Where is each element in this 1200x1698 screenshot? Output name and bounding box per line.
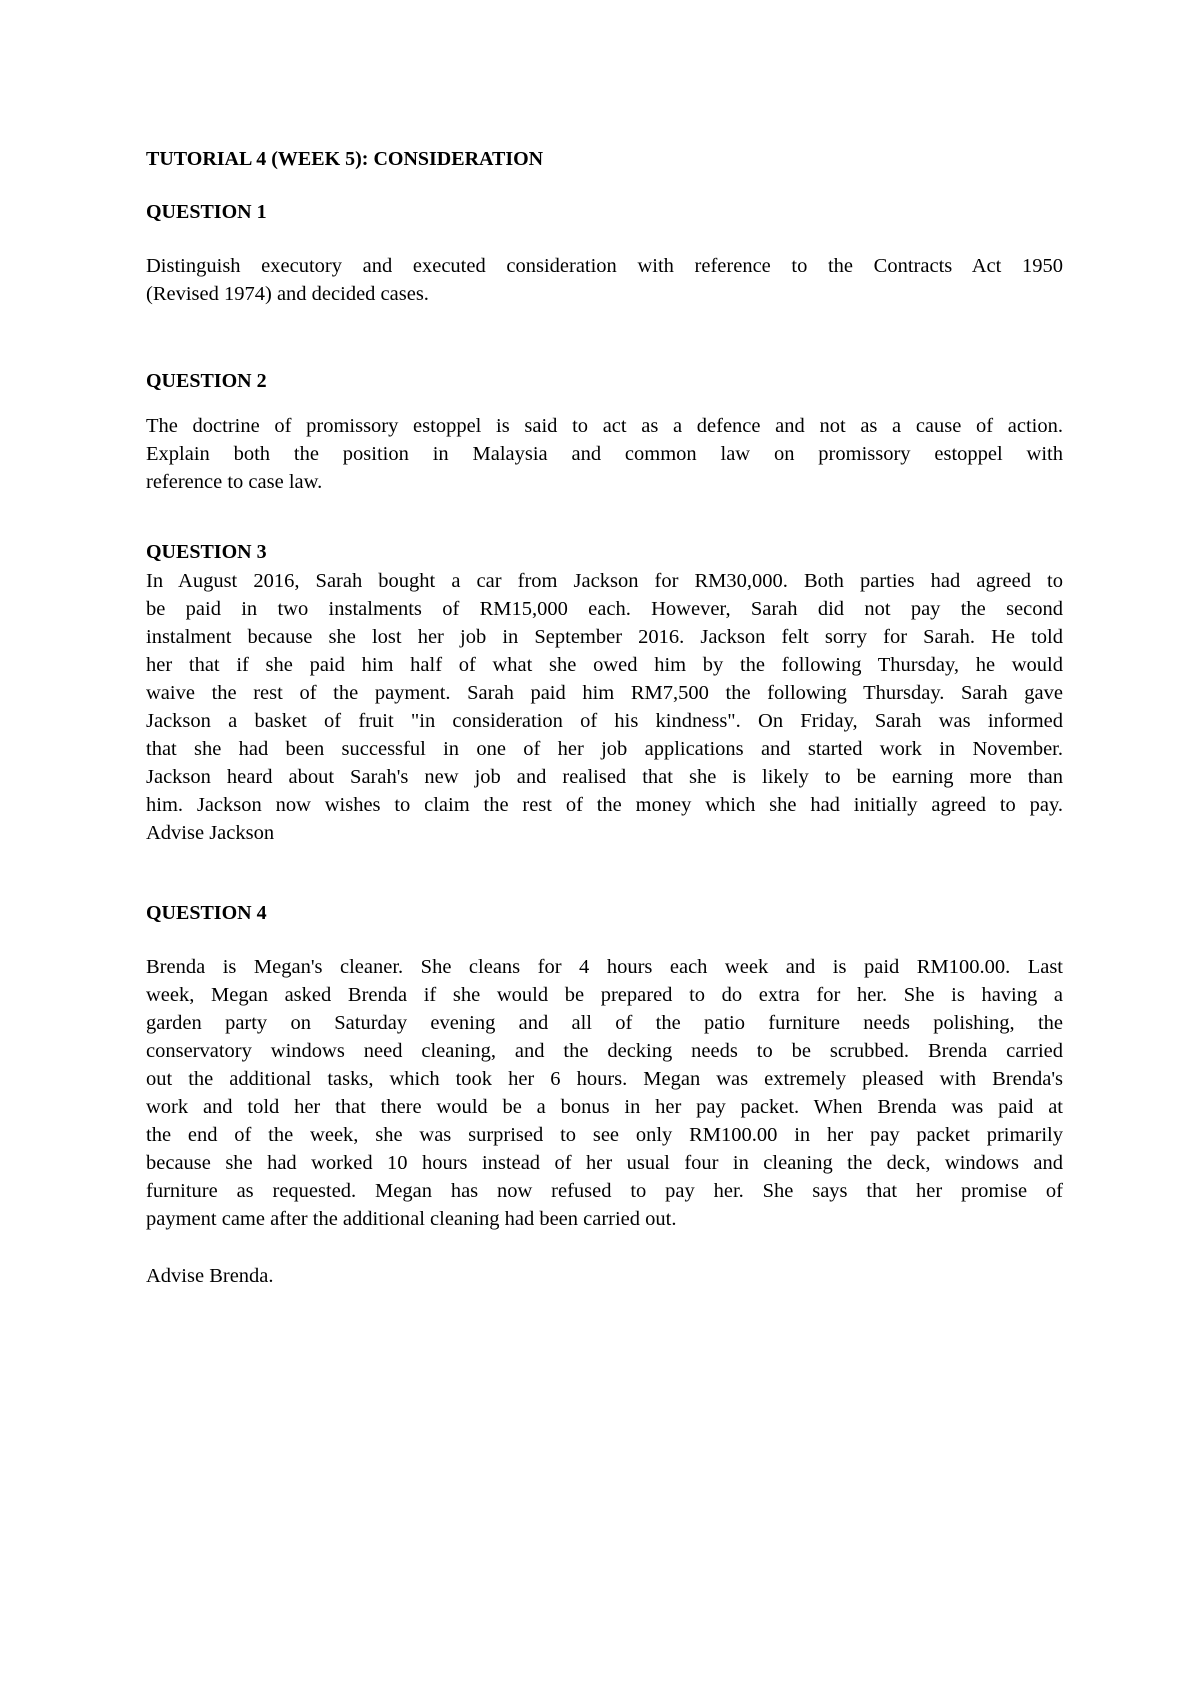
question-4-line: garden party on Saturday evening and all of the patio furniture needs polishing, the — [146, 1012, 1063, 1034]
question-1-heading: QUESTION 1 — [146, 201, 267, 223]
question-4-line: conservatory windows need cleaning, and the decking needs to be scrubbed. Brenda carried — [146, 1040, 1063, 1062]
question-3-text — [146, 567, 1063, 847]
question-4-line: work and told her that there would be a bonus in her pay packet. When Brenda was paid at — [146, 1096, 1063, 1118]
question-4-line: because she had worked 10 hours instead of her usual four in cleaning the deck, windows and — [146, 1152, 1063, 1174]
question-4-line: furniture as requested. Megan has now refused to pay her. She says that her promise of — [146, 1180, 1063, 1202]
question-3-line: be paid in two instalments of RM15,000 each. However, Sarah did not pay the second — [146, 598, 1063, 620]
question-4-heading: QUESTION 4 — [146, 902, 267, 924]
question-4-line: out the additional tasks, which took her 6 hours. Megan was extremely pleased with Brenda's — [146, 1068, 1063, 1090]
question-2-line: The doctrine of promissory estoppel is said to act as a defence and not as a cause of action. — [146, 415, 1063, 437]
question-4-line: the end of the week, she was surprised to see only RM100.00 in her pay packet primarily — [146, 1124, 1063, 1146]
question-4-text — [146, 953, 1063, 1233]
question-4-line: payment came after the additional cleaning had been carried out. — [146, 1208, 677, 1230]
question-3-line: him. Jackson now wishes to claim the rest of the money which she had initially agreed to pay. — [146, 794, 1063, 816]
question-4-closing: Advise Brenda. — [146, 1265, 274, 1287]
question-3-line: In August 2016, Sarah bought a car from Jackson for RM30,000. Both parties had agreed to — [146, 570, 1063, 592]
question-3-heading: QUESTION 3 — [146, 541, 267, 563]
question-2-heading: QUESTION 2 — [146, 370, 267, 392]
page-title: TUTORIAL 4 (WEEK 5): CONSIDERATION — [146, 148, 544, 170]
question-3-line: instalment because she lost her job in September 2016. Jackson felt sorry for Sarah. He told — [146, 626, 1063, 648]
question-1-line: (Revised 1974) and decided cases. — [146, 283, 429, 305]
question-3-line: Advise Jackson — [146, 822, 275, 844]
question-3-line: that she had been successful in one of her job applications and started work in November. — [146, 738, 1063, 760]
question-4-line: week, Megan asked Brenda if she would be prepared to do extra for her. She is having a — [146, 984, 1063, 1006]
question-2-line: reference to case law. — [146, 471, 323, 493]
question-1-text — [146, 252, 1063, 308]
question-1-line: Distinguish executory and executed consideration with reference to the Contracts Act 1950 — [146, 255, 1063, 277]
question-3-line: Jackson heard about Sarah's new job and realised that she is likely to be earning more than — [146, 766, 1063, 788]
question-2-text — [146, 412, 1063, 496]
question-2-line: Explain both the position in Malaysia and common law on promissory estoppel with — [146, 443, 1063, 465]
question-4-line: Brenda is Megan's cleaner. She cleans for 4 hours each week and is paid RM100.00. Last — [146, 956, 1063, 978]
question-3-line: Jackson a basket of fruit "in consideration of his kindness". On Friday, Sarah was informed — [146, 710, 1063, 732]
question-3-line: waive the rest of the payment. Sarah paid him RM7,500 the following Thursday. Sarah gave — [146, 682, 1063, 704]
question-3-line: her that if she paid him half of what she owed him by the following Thursday, he would — [146, 654, 1063, 676]
